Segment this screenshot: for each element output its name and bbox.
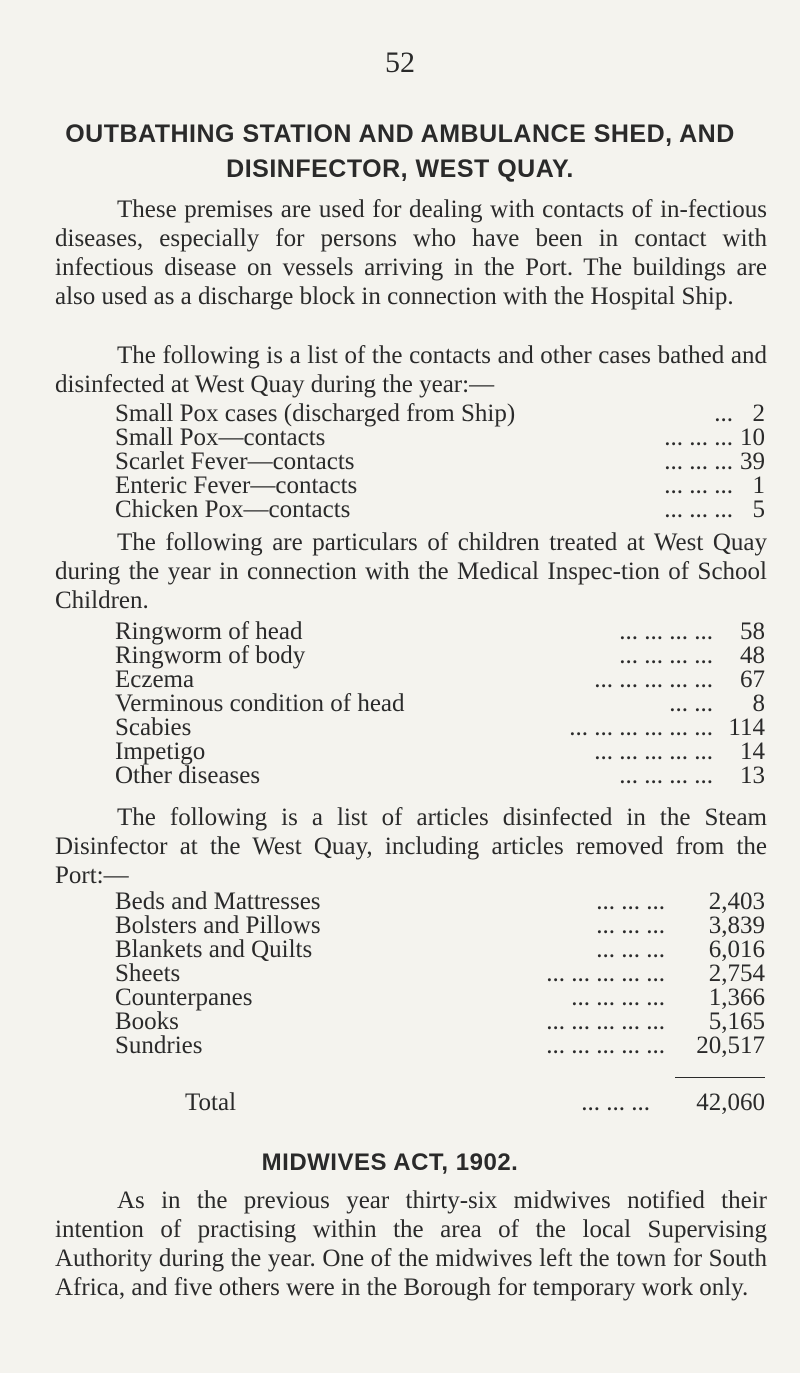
articles-label: Counterpanes	[115, 984, 253, 1011]
contacts-value: 10	[740, 424, 765, 451]
total-row	[115, 1090, 765, 1116]
children-value: 114	[728, 714, 765, 741]
contacts-value: 39	[740, 448, 765, 475]
children-list	[115, 620, 765, 788]
children-value: 67	[740, 666, 765, 693]
children-value: 58	[740, 618, 765, 645]
contacts-dots: ... ... ...	[664, 448, 733, 475]
children-dots: ... ... ... ... ...	[594, 738, 713, 765]
contacts-label: Scarlet Fever—contacts	[115, 448, 355, 475]
articles-row	[115, 890, 765, 914]
page-number: 52	[385, 46, 415, 79]
children-value: 8	[752, 690, 765, 717]
articles-row	[115, 1010, 765, 1034]
children-label: Verminous condition of head	[115, 690, 405, 717]
articles-dots: ... ... ...	[596, 912, 665, 939]
children-row	[115, 644, 765, 668]
total-dots: ... ... ...	[581, 1089, 650, 1116]
contacts-label: Enteric Fever—contacts	[115, 472, 358, 499]
articles-value: 20,517	[696, 1032, 765, 1059]
contacts-row	[115, 498, 765, 522]
articles-dots: ... ... ... ... ...	[546, 1032, 665, 1059]
contacts-value: 1	[752, 472, 765, 499]
articles-label: Books	[115, 1008, 179, 1035]
children-label: Eczema	[115, 666, 195, 693]
articles-dots: ... ... ... ... ...	[546, 1008, 665, 1035]
section-heading-line2: DISINFECTOR, WEST QUAY.	[226, 155, 574, 183]
children-dots: ... ... ... ...	[619, 642, 713, 669]
articles-row	[115, 914, 765, 938]
contacts-row	[115, 450, 765, 474]
articles-dots: ... ... ...	[596, 888, 665, 915]
articles-value: 1,366	[708, 984, 765, 1011]
articles-dots: ... ... ... ...	[571, 984, 665, 1011]
children-label: Impetigo	[115, 738, 206, 765]
children-label: Other diseases	[115, 762, 261, 789]
articles-row	[115, 1034, 765, 1058]
contacts-intro-paragraph: The following is a list of the contacts and other cases bathed and disinfected at West Quay during the year:—	[55, 342, 767, 398]
children-row	[115, 668, 765, 692]
children-label: Ringworm of head	[115, 618, 303, 645]
children-dots: ... ... ... ...	[619, 618, 713, 645]
children-row	[115, 620, 765, 644]
children-label: Scabies	[115, 714, 192, 741]
contacts-row	[115, 402, 765, 426]
section-heading-line1: OUTBATHING STATION AND AMBULANCE SHED, AND	[65, 120, 735, 148]
articles-label: Sheets	[115, 960, 181, 987]
articles-label: Blankets and Quilts	[115, 936, 313, 963]
articles-label: Beds and Mattresses	[115, 888, 321, 915]
contacts-label: Chicken Pox—contacts	[115, 496, 351, 523]
children-value: 13	[740, 762, 765, 789]
children-value: 14	[740, 738, 765, 765]
children-label: Ringworm of body	[115, 642, 306, 669]
articles-row	[115, 938, 765, 962]
children-row	[115, 740, 765, 764]
contacts-row	[115, 474, 765, 498]
articles-label: Sundries	[115, 1032, 203, 1059]
children-row	[115, 716, 765, 740]
midwives-paragraph: As in the previous year thirty-six midwives notified their intention of practising within the area of the local Supervising Authority during the year. One of the midwives left the town for South Africa, and five others were in the Borough for temporary work only.	[55, 1187, 767, 1301]
children-dots: ... ... ... ...	[619, 762, 713, 789]
articles-value: 6,016	[708, 936, 765, 963]
total-label: Total	[185, 1089, 237, 1116]
contacts-dots: ... ... ...	[664, 472, 733, 499]
contacts-row	[115, 426, 765, 450]
contacts-label: Small Pox cases (discharged from Ship)	[115, 400, 516, 427]
contacts-dots: ... ... ...	[664, 496, 733, 523]
children-dots: ... ... ... ... ...	[594, 666, 713, 693]
midwives-heading: MIDWIVES ACT, 1902.	[261, 1149, 519, 1176]
articles-label: Bolsters and Pillows	[115, 912, 321, 939]
articles-row	[115, 962, 765, 986]
articles-list	[115, 890, 765, 1058]
children-row	[115, 692, 765, 716]
intro-paragraph: These premises are used for dealing with contacts of in-fectious diseases, especially for persons who have been in contact with infectious disease on vessels arriving in the Port. The buildings are also used as a discharge block in connection with the Hospital Ship.	[55, 196, 767, 310]
children-dots: ... ... ... ... ... ...	[569, 714, 713, 741]
contacts-value: 2	[752, 400, 765, 427]
articles-intro-paragraph: The following is a list of articles disinfected in the Steam Disinfector at the West Quay, including articles removed from the Port:—	[55, 804, 767, 889]
total-rule	[675, 1077, 765, 1078]
contacts-dots: ... ... ...	[664, 424, 733, 451]
contacts-label: Small Pox—contacts	[115, 424, 326, 451]
children-intro-paragraph: The following are particulars of children treated at West Quay during the year in connection with the Medical Inspec-tion of School Children.	[55, 529, 767, 614]
articles-value: 5,165	[708, 1008, 765, 1035]
contacts-value: 5	[752, 496, 765, 523]
articles-value: 2,754	[708, 960, 765, 987]
articles-row	[115, 986, 765, 1010]
contacts-dots: ...	[714, 400, 733, 427]
children-row	[115, 764, 765, 788]
total-value: 42,060	[696, 1089, 765, 1116]
articles-dots: ... ... ... ... ...	[546, 960, 665, 987]
children-value: 48	[740, 642, 765, 669]
articles-value: 2,403	[708, 888, 765, 915]
children-dots: ... ...	[669, 690, 713, 717]
articles-dots: ... ... ...	[596, 936, 665, 963]
articles-value: 3,839	[708, 912, 765, 939]
contacts-list	[115, 402, 765, 522]
